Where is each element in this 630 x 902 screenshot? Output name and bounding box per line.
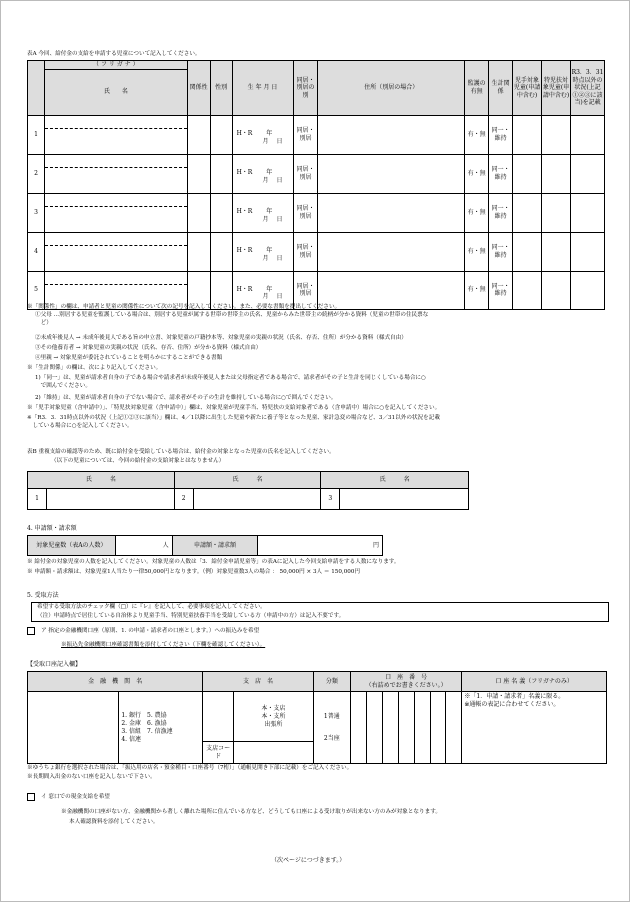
bank-type: 4. 信連	[121, 735, 141, 743]
header-sex: 性別	[210, 61, 232, 116]
branch-code-field[interactable]	[234, 742, 314, 764]
birth-year: 年	[266, 169, 273, 176]
amount-unit: 円	[372, 541, 379, 549]
note-a-5: ④里親 → 対象児童が委託されていることを明らかにすることができる書類	[35, 355, 223, 361]
sex-field[interactable]	[210, 193, 232, 232]
custody-field[interactable]: 有・無	[465, 232, 489, 271]
table-b-header-3: 氏 名	[321, 472, 469, 489]
long-inactive-note: ※長期間入出金のない口座を記入しないで下さい。	[27, 774, 156, 780]
note-a-10: ※「児手対象児童（含申請中）」、「特児扶対象児童（含申請中）」欄は、対象児童が児童手当、特児扶の支給対象者である（含申請中）場合に○を記入してください。	[27, 405, 441, 411]
header-custody: 監護の有無	[465, 61, 489, 116]
amount-label: 申請額・請求額	[172, 536, 258, 556]
jiteate-field[interactable]	[513, 115, 542, 154]
table-b-num: 3	[321, 489, 340, 510]
bank-type: 7. 信漁連	[147, 727, 173, 735]
birth-month: 月	[262, 293, 269, 300]
relation-field[interactable]	[187, 193, 210, 232]
header-address: 住所（別居の場合）	[318, 61, 465, 116]
account-type-list[interactable]	[313, 692, 350, 764]
birth-day: 日	[276, 215, 283, 223]
bank-type: 1. 銀行	[121, 711, 141, 719]
birth-field[interactable]	[232, 193, 293, 232]
note-a-7: 1)「同一」は、児童が請求者自身の子である場合や請求者が未成年後見人または父母指定者である場合で、請求者がその子と生計を同じくしている場合に○	[35, 375, 426, 381]
section5-title: 5. 受取方法	[27, 592, 59, 599]
table-b-name-field[interactable]	[46, 489, 174, 510]
birth-month: 月	[262, 137, 269, 145]
type-header: 分類	[313, 672, 350, 692]
birth-month: 月	[262, 176, 269, 184]
account-digit[interactable]	[398, 692, 414, 764]
table-b-header-1: 氏 名	[28, 472, 175, 489]
relation-field[interactable]	[187, 232, 210, 271]
tokujifu-field[interactable]	[542, 115, 571, 154]
livelihood-field[interactable]: 同一・維持	[489, 154, 513, 193]
r3-field[interactable]	[570, 154, 604, 193]
sex-field[interactable]	[210, 154, 232, 193]
bank-type: 6. 漁協	[147, 719, 167, 727]
birth-era: H・R	[236, 208, 253, 215]
row-number: 4	[28, 232, 45, 271]
name-field[interactable]	[44, 232, 187, 271]
account-digit[interactable]	[366, 692, 382, 764]
address-field[interactable]	[318, 154, 465, 193]
option-b-note-2: 本人確認資料を添付してください。	[69, 819, 159, 825]
birth-day: 日	[276, 254, 283, 262]
section5-info-1: 希望する受取方法のチェック欄（□）に『レ』を記入して、必要事項を記入してください。	[37, 604, 266, 610]
option-b-checkbox[interactable]	[27, 793, 35, 801]
note-a-8: で囲んでください。	[35, 383, 91, 389]
row-number: 2	[28, 154, 45, 193]
table-row	[28, 232, 605, 271]
birth-day: 日	[276, 293, 283, 300]
note-a-9: 2)「維持」は、児童が請求者自身の子でない場合で、請求者がその子の生計を維持している場合に○で囲んでください。	[35, 395, 337, 401]
jiteate-field[interactable]	[513, 193, 542, 232]
header-r3: R3．3．31時点以外の状況(上記①②③に該当)を記載	[570, 61, 604, 116]
note-a-12: している場合に○を記入してください。	[27, 423, 133, 429]
account-digit[interactable]	[350, 692, 366, 764]
note-a-0: ※「関係性」の欄は、申請者と児童の関係性について次の記号を記入してください。また、必要な書類を提出してください。	[27, 304, 341, 310]
branch-type: 本・支所	[261, 712, 286, 720]
birth-era: H・R	[236, 247, 253, 254]
cohabit-field[interactable]: 同居・別居	[293, 271, 318, 309]
branch-name-field[interactable]	[203, 692, 234, 742]
r3-field[interactable]	[570, 193, 604, 232]
header-livelihood: 生計関係	[489, 61, 513, 116]
footer-continued: （次ページにつづきます。）	[271, 857, 346, 864]
option-b-note-1: ※金融機関の口座がない方、金融機関から著しく離れた場所に住んでいる方など、どうしても口座による受け取りが出来ない方のみが対象となります。	[61, 809, 441, 815]
section4-note-2: ※ 申請額・請求額は、対象児童1人当たり一律50,000円となります。（例）対象児童数3人の場合 ： 50,000円 × 3人 ＝ 150,000円	[27, 569, 360, 575]
holder-field[interactable]	[462, 692, 607, 764]
holder-note-1: ※「1．申請・請求者」名義に限る。	[464, 693, 565, 700]
amount-table	[27, 535, 383, 556]
table-a-title: 表A 今回、給付金の支給を申請する児童について記入してください。	[27, 51, 201, 57]
table-b-title: 表B 重複支給の確認等のため、既に給付金を受給している場合は、給付金の対象となった児童の氏名を記入してください。	[27, 449, 335, 455]
account-type: 1普通	[323, 712, 340, 720]
table-b-header-2: 氏 名	[174, 472, 321, 489]
table-b-num: 2	[174, 489, 193, 510]
table-b-name-field[interactable]	[193, 489, 321, 510]
livelihood-field[interactable]: 同一・維持	[489, 271, 513, 309]
account-digit[interactable]	[446, 692, 462, 764]
count-field[interactable]	[115, 536, 172, 556]
tokujifu-field[interactable]	[542, 193, 571, 232]
cohabit-field[interactable]: 同居・別居	[293, 115, 318, 154]
header-furigana: （ フ リ ガ ナ ）	[44, 61, 187, 70]
livelihood-field[interactable]: 同一・維持	[489, 193, 513, 232]
bank-type: 3. 信組	[121, 727, 141, 735]
tokujifu-field[interactable]	[542, 232, 571, 271]
branch-type-list[interactable]	[234, 692, 314, 742]
option-a-note: ※振込先金融機関口座確認書類を添付してください（下欄を確認してください）。	[61, 642, 266, 648]
bank-table	[27, 671, 607, 764]
livelihood-field[interactable]: 同一・維持	[489, 115, 513, 154]
address-field[interactable]	[318, 193, 465, 232]
table-row	[28, 193, 605, 232]
sex-field[interactable]	[210, 115, 232, 154]
jiteate-field[interactable]	[513, 271, 542, 309]
row-number: 5	[28, 271, 45, 309]
name-field[interactable]	[44, 115, 187, 154]
jiteate-field[interactable]	[513, 154, 542, 193]
header-name: 氏 名	[44, 69, 187, 115]
birth-field[interactable]	[232, 232, 293, 271]
header-birth: 生 年 月 日	[232, 61, 293, 116]
r3-field[interactable]	[570, 115, 604, 154]
branch-code-label: 支店コード	[203, 742, 234, 764]
option-a-checkbox[interactable]	[27, 627, 35, 635]
table-b-num: 1	[28, 489, 47, 510]
birth-year: 年	[266, 247, 273, 254]
row-number: 1	[28, 115, 45, 154]
note-a-6: ※「生計関係」の欄は、次により記入してください。	[27, 365, 162, 371]
birth-month: 月	[262, 215, 269, 223]
note-a-11: ※「R3．3．31時点以外の状況（上記①②③に該当）」欄は、4／1以降に出生した児童や新たに養子等となった児童、家計急変の場合など、3／31以外の状況を記載	[27, 415, 440, 421]
custody-field[interactable]: 有・無	[465, 271, 489, 309]
branch-header: 支 店 名	[203, 672, 313, 692]
relation-field[interactable]	[187, 115, 210, 154]
table-b-name-field[interactable]	[340, 489, 469, 510]
amount-field[interactable]	[258, 536, 383, 556]
holder-note-2: ※通帳の表記に合わせてください。	[464, 701, 560, 708]
branch-type: 出張所	[264, 720, 283, 728]
birth-era: H・R	[236, 130, 253, 137]
birth-era: H・R	[236, 169, 253, 176]
bank-type: 2. 金庫	[121, 719, 141, 727]
section4-title: 4. 申請額・請求額	[27, 525, 77, 532]
livelihood-field[interactable]: 同一・維持	[489, 232, 513, 271]
custody-field[interactable]: 有・無	[465, 193, 489, 232]
birth-day: 日	[276, 137, 283, 145]
name-field[interactable]	[44, 154, 187, 193]
section4-note-1: ※ 給付金の対象児童の人数を記入してください。対象児童の人数は「3．給付金申請児童等」の表Aに記入した今回支給申請をする人数になります。	[27, 559, 400, 565]
r3-field[interactable]	[570, 232, 604, 271]
header-jiteate: 児手対象児童(申請中含む)	[513, 61, 542, 116]
count-unit: 人	[162, 541, 169, 549]
birth-field[interactable]	[232, 115, 293, 154]
bank-header: 金 融 機 関 名	[28, 672, 203, 692]
section5-info-2: （注）申請時点で居住している自治体より児童手当、特別児童扶養手当を受給している方（申請中の方）は記入不要です。	[37, 613, 345, 619]
table-b	[27, 471, 469, 510]
name-field[interactable]	[44, 193, 187, 232]
address-field[interactable]	[318, 115, 465, 154]
header-tokujifu: 特児扶対象児童(申請中含む)	[542, 61, 571, 116]
note-a-3: ②未成年後見人 → 未成年後見人である旨の申立書、対象児童の戸籍抄本等、対象児童の実親の状況（氏名、存否、住所）が分かる資料（様式自由）	[35, 335, 407, 341]
account-digit[interactable]	[430, 692, 446, 764]
relation-field[interactable]	[187, 154, 210, 193]
cohabit-field[interactable]: 同居・別居	[293, 193, 318, 232]
birth-era: H・R	[236, 285, 253, 293]
table-a	[27, 60, 605, 310]
birth-month: 月	[262, 254, 269, 262]
birth-field[interactable]	[232, 154, 293, 193]
yucho-note: ※ゆうちょ銀行を選択された場合は、「振込用の店名・預金種目・口座番号（7桁）」（通帳見開き下部に記載）をご記入ください。	[27, 765, 353, 771]
birth-day: 日	[276, 176, 283, 184]
note-a-4: ③その他養育者 → 対象児童の実親の状況（氏名、存否、住所）が分かる資料（様式自由）	[35, 345, 262, 351]
account-header	[350, 672, 461, 692]
r3-field[interactable]	[570, 271, 604, 309]
note-a-1: ①父母 …別居する児童を監護している場合は、別居する児童が属する世帯の世帯主の氏名、児童からみた世帯主の続柄が分かる資料（児童の世帯の住民票な	[35, 312, 429, 318]
tokujifu-field[interactable]	[542, 271, 571, 309]
table-row	[28, 154, 605, 193]
custody-field[interactable]: 有・無	[465, 115, 489, 154]
account-digit[interactable]	[382, 692, 398, 764]
option-b-label: イ 窓口での現金支給を希望	[41, 794, 110, 800]
table-b-subtitle: （以下の児童については、今回の給付金の支給対象とはなりません）	[51, 458, 225, 464]
birth-year: 年	[266, 285, 273, 293]
birth-year: 年	[266, 130, 273, 137]
option-a-label: ア 指定の金融機関口座（原則、1. の申請・請求者の口座とします。）への振込みを希望	[41, 628, 260, 634]
header-relation: 関係性	[187, 61, 210, 116]
cohabit-field[interactable]: 同居・別居	[293, 154, 318, 193]
sex-field[interactable]	[210, 232, 232, 271]
birth-year: 年	[266, 208, 273, 215]
custody-field[interactable]: 有・無	[465, 154, 489, 193]
account-type: 2当座	[323, 734, 340, 742]
note-a-2: ど）	[35, 320, 52, 326]
cohabit-field[interactable]: 同居・別居	[293, 232, 318, 271]
account-header-label: 口 座 番 号	[385, 674, 428, 681]
account-digit[interactable]	[414, 692, 430, 764]
header-cohabit: 同居・別居の別	[293, 61, 318, 116]
tokujifu-field[interactable]	[542, 154, 571, 193]
address-field[interactable]	[318, 232, 465, 271]
account-header-sub: （右詰めでお書きください。）	[365, 681, 447, 689]
branch-type: 本・支店	[261, 704, 286, 712]
jiteate-field[interactable]	[513, 232, 542, 271]
table-row	[28, 115, 605, 154]
bank-type: 5. 農協	[147, 711, 167, 719]
bank-type-list[interactable]	[119, 692, 203, 764]
count-label: 対象児童数（表Aの人数）	[28, 536, 116, 556]
bank-section-title: 【受取口座記入欄】	[27, 661, 82, 668]
row-number: 3	[28, 193, 45, 232]
holder-header: 口 座 名 義（フリガナのみ）	[462, 672, 607, 692]
bank-name-field[interactable]	[28, 692, 119, 764]
